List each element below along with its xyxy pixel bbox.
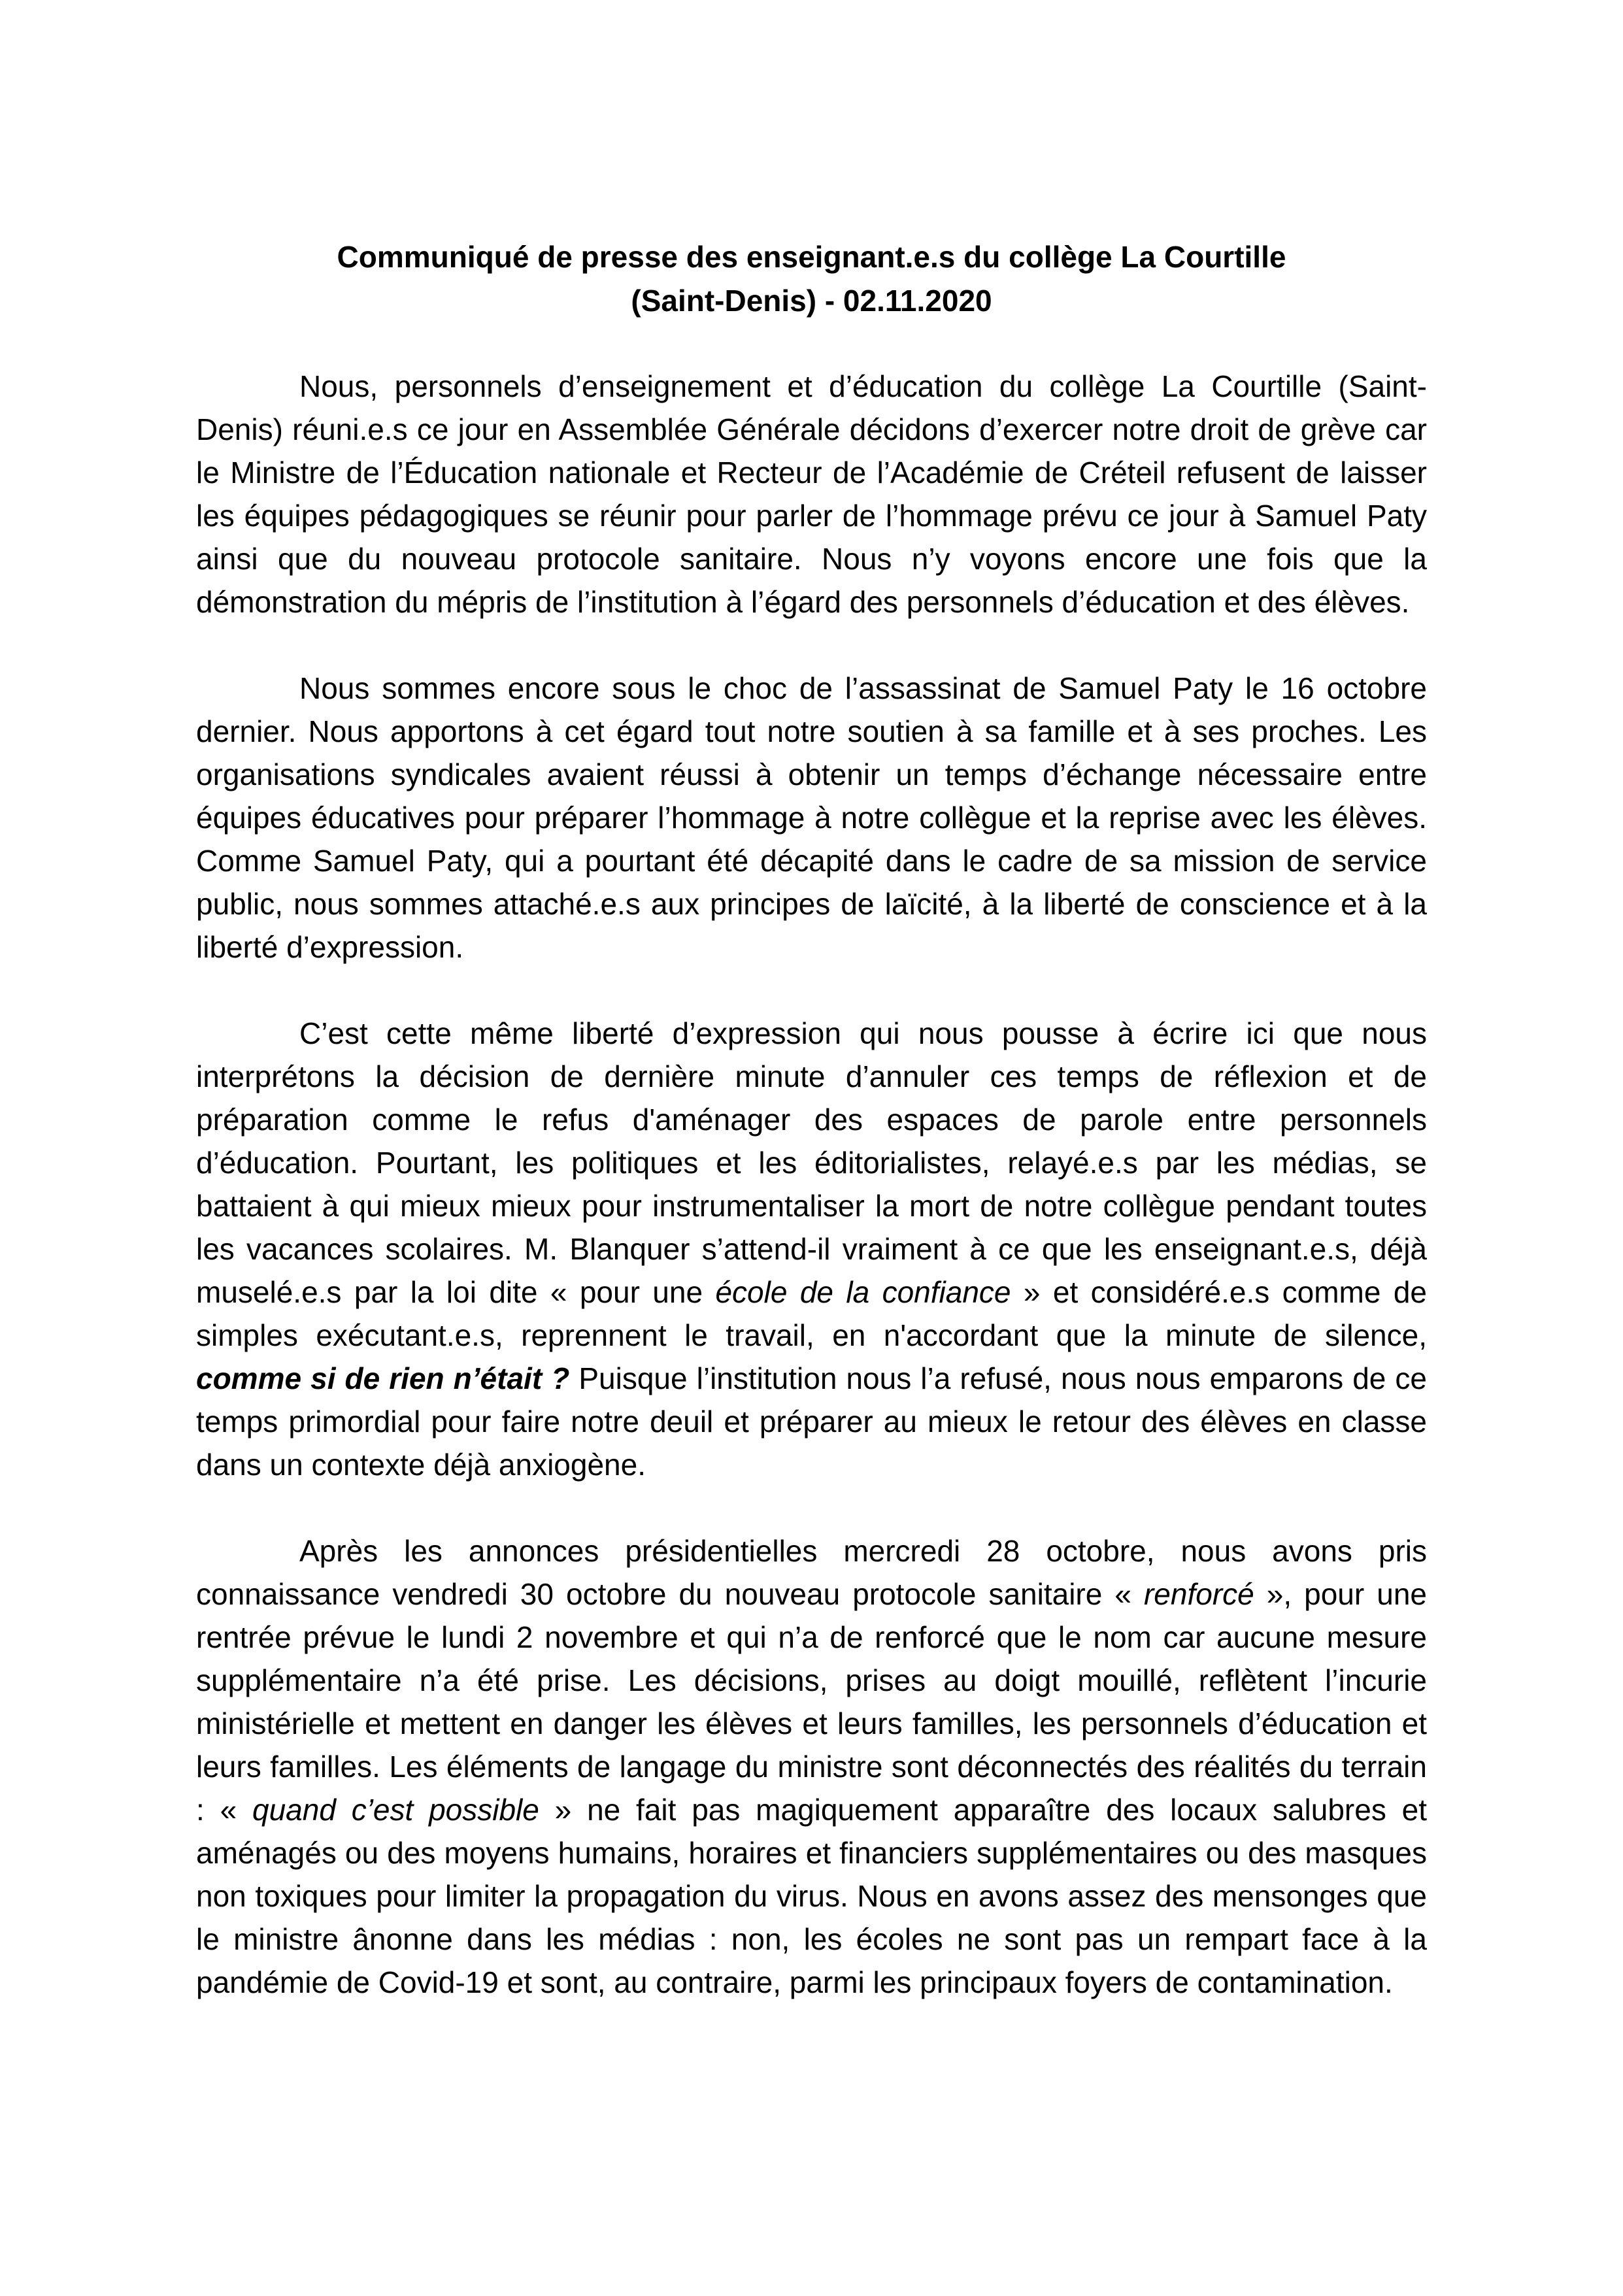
title-line-2: (Saint-Denis) - 02.11.2020 <box>631 284 992 318</box>
paragraph-3-text-3: Puisque l’institution nous l’a refusé, nous nous emparons de ce temps primordial pour faire notre deuil et préparer au mieux le retour des élèves en classe dans un contexte déjà anxiogène. <box>196 1361 1428 1482</box>
paragraph-4-italic-reinforced: renforcé <box>1143 1577 1254 1611</box>
paragraph-samuel-paty-tribute: Nous sommes encore sous le choc de l’assassinat de Samuel Paty le 16 octobre dernier. Nous apportons à cet égard tout notre soutien à sa famille et à ses proches. Les organisations syndicales avaient réussi à obtenir un temps d’échange nécessaire entre équipes éducatives pour préparer l’hommage à notre collègue et la reprise avec les élèves. Comme Samuel Paty, qui a pourtant été décapité dans le cadre de sa mission de service public, nous sommes attaché.e.s aux principes de laïcité, à la liberté de conscience et à la liberté d’expression. <box>196 671 1427 964</box>
paragraph-freedom-of-expression <box>196 1012 1427 1486</box>
paragraph-3-text-2: » et considéré.e.s comme de simples exécutant.e.s, reprennent le travail, en n'accordant que la minute de silence, <box>196 1275 1427 1352</box>
paragraph-3-text-1: C’est cette même liberté d’expression qui nous pousse à écrire ici que nous interprétons la décision de dernière minute d’annuler ces temps de réflexion et de préparation comme le refus d'aménager des espaces de parole entre personnels d’éducation. Pourtant, les politiques et les éditorialistes, relayé.e.s par les médias, se battaient à qui mieux mieux pour instrumentaliser la mort de notre collègue pendant toutes les vacances scolaires. M. Blanquer s’attend-il vraiment à ce que les enseignant.e.s, déjà muselé.e.s par la loi dite « pour une <box>196 1016 1427 1309</box>
paragraph-4-text-3: » ne fait pas magiquement apparaître des locaux salubres et aménagés ou des moyens humains, horaires et financiers supplémentaires ou des masques non toxiques pour limiter la propagation du virus. Nous en avons assez des mensonges que le ministre ânonne dans les médias : non, les écoles ne sont pas un rempart face à la pandémie de Covid-19 et sont, au contraire, parmi les principaux foyers de contamination. <box>196 1793 1427 1999</box>
title-line-1: Communiqué de presse des enseignant.e.s du collège La Courtille <box>337 240 1286 274</box>
press-release-title <box>196 235 1427 323</box>
paragraph-health-protocol <box>196 1529 1427 2004</box>
paragraph-4-text-2: », pour une rentrée prévue le lundi 2 novembre et qui n’a de renforcé que le nom car aucune mesure supplémentaire n’a été prise. Les décisions, prises au doigt mouillé, reflètent l’incurie ministérielle et mettent en danger les élèves et leurs familles, les personnels d’éducation et leurs familles. Les éléments de langage du ministre sont déconnectés des réalités du terrain : « <box>196 1577 1427 1827</box>
paragraph-3-italic-law-name: école de la confiance <box>715 1275 1011 1309</box>
paragraph-4-text-1: Après les annonces présidentielles mercredi 28 octobre, nous avons pris connaissance vendredi 30 octobre du nouveau protocole sanitaire « <box>196 1534 1427 1611</box>
paragraph-strike-announcement: Nous, personnels d’enseignement et d’éducation du collège La Courtille (Saint-Denis) réuni.e.s ce jour en Assemblée Générale décidons d’exercer notre droit de grève car le Ministre de l’Éducation nationale et Recteur de l’Académie de Créteil refusent de laisser les équipes pédagogiques se réunir pour parler de l’hommage prévu ce jour à Samuel Paty ainsi que du nouveau protocole sanitaire. Nous n’y voyons encore une fois que la démonstration du mépris de l’institution à l’égard des personnels d’éducation et des élèves. <box>196 369 1427 619</box>
paragraph-4-italic-when-possible: quand c’est possible <box>252 1793 539 1827</box>
document-body <box>196 365 1427 2004</box>
paragraph-3-bold-italic-question: comme si de rien n’était ? <box>196 1361 570 1395</box>
